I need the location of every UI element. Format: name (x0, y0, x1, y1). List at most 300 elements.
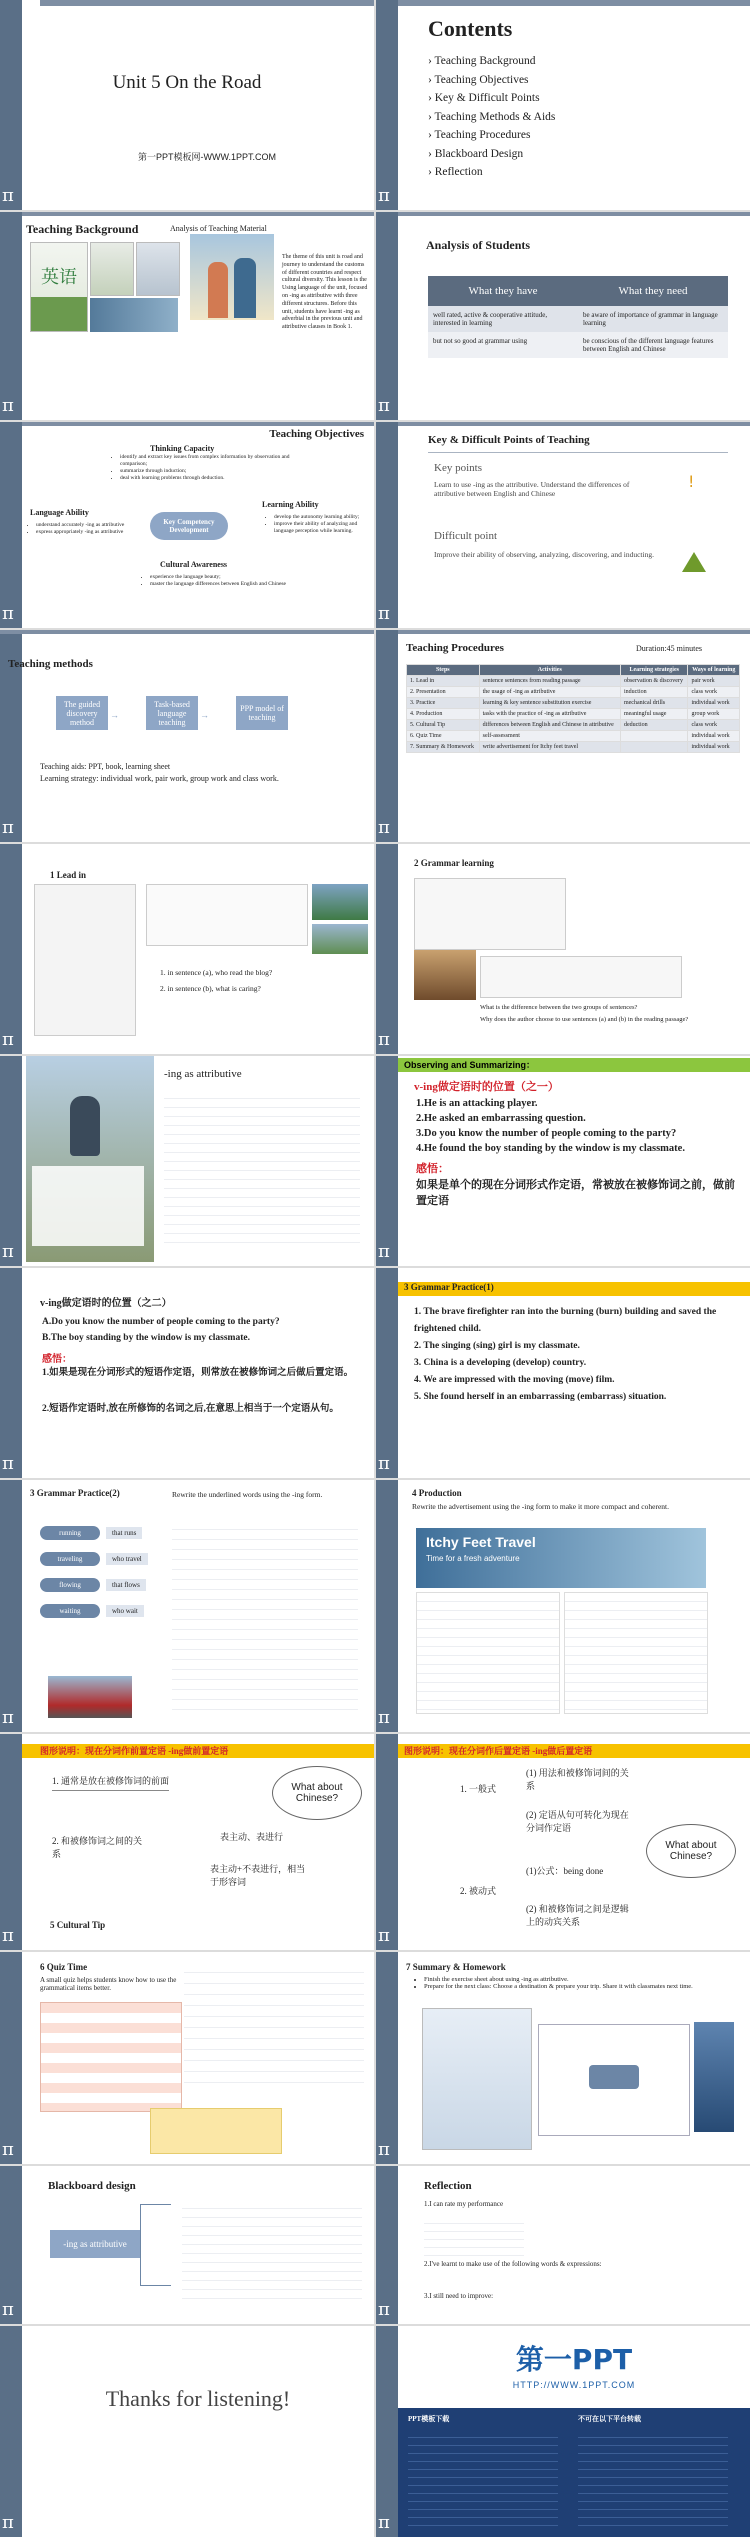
ad-link-list[interactable] (408, 2430, 558, 2530)
example-sentence: 1.He is an attacking player. (416, 1098, 538, 1109)
learning-ability-label: Learning Ability (262, 500, 319, 509)
slide-heading: Teaching Background (26, 222, 139, 236)
slide-teaching-procedures[interactable] (376, 630, 750, 842)
tag-pair (40, 1526, 160, 1540)
pi-icon: π (2, 1453, 14, 1474)
slide-ing-attributive[interactable] (0, 1056, 374, 1266)
list-item: • Finish the exercise sheet about using -ing as attributive. (424, 1976, 734, 1983)
answer-tag: flowing (40, 1578, 100, 1592)
pi-icon: π (378, 817, 390, 838)
contents-item[interactable]: › Reflection (428, 166, 483, 178)
advert-text-right (564, 1592, 708, 1714)
table-cell: 1. Lead in (407, 676, 480, 687)
banner-title: Itchy Feet Travel (426, 1534, 536, 1550)
slide-heading: 2 Grammar learning (414, 858, 494, 868)
slide-heading: 3 Grammar Practice(2) (30, 1488, 120, 1498)
slide-heading: 4 Production (412, 1488, 462, 1498)
slide-quiz-time[interactable] (0, 1952, 374, 2164)
pi-sidebar (0, 1480, 22, 1732)
original-tag: that runs (106, 1527, 142, 1539)
pi-sidebar (0, 422, 22, 628)
slide-title[interactable] (0, 0, 374, 210)
pi-sidebar (0, 0, 22, 210)
ad-column-title: 不可在以下平台转载 (578, 2415, 641, 2423)
table-cell: mechanical drills (620, 698, 688, 709)
landscape-photo (312, 924, 368, 954)
pi-icon: π (2, 1707, 14, 1728)
list-item: • experience the language beauty; (150, 574, 300, 581)
arrow-icon: → (200, 710, 209, 720)
method-box: The guided discovery method (56, 696, 108, 730)
list-item: • understand accurately -ing as attributive (36, 522, 126, 529)
slide-observing-summarizing[interactable] (376, 1056, 750, 1266)
slide-blackboard-design[interactable] (0, 2166, 374, 2324)
table-row (428, 306, 728, 332)
pi-sidebar (0, 1056, 22, 1266)
exclamation-icon: ! (688, 472, 695, 491)
arrow-icon: → (110, 710, 119, 720)
method-box: Task-based language teaching (146, 696, 198, 730)
answer-tag: waiting (40, 1604, 100, 1618)
ppt-logo: 第一PPT (515, 2343, 633, 2376)
textbook-page-image (90, 242, 134, 296)
pi-icon: π (378, 2299, 390, 2320)
list-item: • identify and extract key issues from complex information by observation and comparison; (120, 454, 300, 468)
pi-icon: π (378, 395, 390, 416)
contents-item[interactable]: › Teaching Procedures (428, 129, 531, 141)
pi-icon: π (2, 603, 14, 624)
original-tag: who travel (106, 1553, 148, 1565)
table-cell: but not so good at grammar using (433, 337, 528, 345)
table-cell: write advertisement for Itchy feet travel (479, 742, 620, 753)
slide-grammar-practice-1[interactable] (376, 1268, 750, 1478)
insight-text: 如果是单个的现在分词形式作定语，常被放在被修饰词之前，做前置定语 (416, 1179, 735, 1207)
table-cell: sentence sentences from reading passage (479, 676, 620, 687)
table-cell: induction (620, 687, 688, 698)
table-cell: pair work (688, 676, 740, 687)
cultural-list (140, 574, 300, 588)
question-text: What is the difference between the two groups of sentences? (480, 1004, 638, 1011)
table-cell: group work (688, 709, 740, 720)
contents-list (428, 52, 555, 182)
rating-checklist (424, 2216, 524, 2256)
usage-note: 1. 一般式 (460, 1784, 497, 1794)
cultural-awareness-label: Cultural Awareness (160, 560, 228, 569)
pi-icon: π (2, 2512, 14, 2533)
pi-sidebar (0, 1734, 22, 1950)
key-points-text: Learn to use -ing as the attributive. Understand the differences of attributive between English and Chinese (434, 480, 630, 498)
slide-cultural-tip[interactable] (0, 1734, 374, 1950)
contents-item[interactable]: › Teaching Background (428, 55, 536, 67)
pi-sidebar (376, 1480, 398, 1732)
slide-heading: -ing as attributive (164, 1068, 242, 1080)
table-cell: 6. Quiz Time (407, 731, 480, 742)
reflection-item: 2.I've learnt to make use of the following words & expressions: (424, 2260, 602, 2268)
slide-heading: Teaching methods (8, 658, 93, 670)
slide-key-points[interactable] (376, 422, 750, 628)
pi-sidebar (0, 2326, 22, 2537)
table-header-row (428, 276, 728, 306)
table-row (407, 676, 740, 687)
hiker-photo (26, 1056, 154, 1262)
practice-sentence: 2. The singing (sing) girl is my classmate. (414, 1341, 580, 1351)
practice-sentence: 4. We are impressed with the moving (move) film. (414, 1375, 615, 1385)
ad-link-panel (398, 2408, 750, 2537)
key-points-label: Key points (434, 462, 482, 474)
pi-sidebar (0, 1952, 22, 2164)
table-cell: learning & key sentence substitution exercise (479, 698, 620, 709)
table-cell: class work (688, 687, 740, 698)
textbook-page-image (136, 242, 180, 296)
passage-excerpt-image (146, 884, 308, 946)
homework-list (412, 1976, 734, 1990)
slide-heading: 6 Quiz Time (40, 1962, 88, 1972)
students-photo (190, 234, 274, 320)
language-list (26, 522, 126, 536)
banner-subtitle: Time for a fresh adventure (426, 1554, 520, 1563)
table-cell: individual work (688, 731, 740, 742)
pi-sidebar (376, 1734, 398, 1950)
book-title: 英语 (41, 267, 77, 288)
pi-icon: π (378, 2139, 390, 2160)
table-header: Steps (407, 665, 480, 676)
example-sentence: B.The boy standing by the window is my classmate. (42, 1333, 250, 1343)
table-cell: be conscious of the different language features between English and Chinese (583, 337, 714, 353)
world-map-image (422, 2008, 532, 2150)
slide-ppt-ad[interactable] (376, 2326, 750, 2537)
pi-icon: π (378, 1707, 390, 1728)
original-tag: who wait (106, 1605, 144, 1617)
passage-overlay (32, 1166, 144, 1246)
practice-sentence: 1. The brave firefighter ran into the burning (burn) building and saved the frightened child. (414, 1307, 717, 1334)
table-header: Learning strategies (620, 665, 688, 676)
key-competency-node: Key Competency Development (150, 512, 228, 540)
table-header: What they need (618, 285, 688, 297)
pi-icon: π (378, 185, 390, 206)
table-row (407, 687, 740, 698)
pi-icon: π (2, 395, 14, 416)
pi-sidebar (376, 1268, 398, 1478)
ad-column-title: PPT模板下载 (408, 2415, 450, 2423)
pi-sidebar (376, 422, 398, 628)
pi-icon: π (378, 2512, 390, 2533)
procedures-table (406, 664, 740, 753)
slide-summary-homework[interactable] (376, 1952, 750, 2164)
table-header: What they have (468, 285, 538, 297)
example-sentences (42, 1314, 280, 1346)
itchy-feet-banner (416, 1528, 706, 1588)
advert-text-left (416, 1592, 560, 1714)
thinking-list (110, 454, 300, 483)
table-row (407, 720, 740, 731)
usage-note: 表主动+不表进行，相当于形容词 (210, 1864, 306, 1887)
slide-teaching-methods[interactable] (0, 630, 374, 842)
table-cell: deduction (620, 720, 688, 731)
ppt-url[interactable]: HTTP://WWW.1PPT.COM (512, 2380, 636, 2390)
top-band (22, 422, 374, 426)
practice-sentence: 3. China is a developing (develop) country. (414, 1358, 587, 1368)
contents-title: Contents (428, 16, 513, 41)
reflection-item: 1.I can rate my performance (424, 2200, 504, 2208)
divider (428, 452, 728, 453)
reading-passage-image (34, 884, 136, 1036)
pi-sidebar (376, 2166, 398, 2324)
learning-list (264, 514, 374, 535)
slide-title-text: Unit 5 On the Road (112, 72, 262, 93)
pi-icon: π (378, 1453, 390, 1474)
contents-item[interactable]: › Teaching Methods & Aids (428, 110, 556, 123)
table-header: Activities (479, 665, 620, 676)
table-row (407, 698, 740, 709)
insight-text: 2.短语作定语时,放在所修饰的名词之后,在意思上相当于一个定语从句。 (42, 1404, 339, 1414)
table-cell (620, 742, 688, 753)
slide-production[interactable] (376, 1480, 750, 1732)
slide-heading: Reflection (424, 2180, 472, 2192)
top-band (398, 0, 750, 6)
pi-sidebar (0, 2166, 22, 2324)
insight-label: 感悟： (42, 1354, 72, 1365)
quiz-note-box (150, 2108, 282, 2154)
list-item: • Prepare for the next class: Choose a destination & prepare your trip. Share it with classmates next time. (424, 1983, 734, 1990)
teaching-aids-text: Teaching aids: PPT, book, learning sheet (40, 762, 171, 771)
blackboard-center-box: -ing as attributive (50, 2230, 140, 2258)
pi-sidebar (0, 212, 22, 420)
hiker-figure (70, 1096, 100, 1156)
usage-note: (2) 和被修饰词之间是逻辑上的动宾关系 (526, 1904, 629, 1927)
table-cell: be aware of importance of grammar in language learning (583, 311, 718, 327)
list-item: • develop the autonomy learning ability; (274, 514, 374, 521)
answer-tag: traveling (40, 1552, 100, 1566)
table-row (428, 332, 728, 358)
pi-icon: π (2, 817, 14, 838)
slide-lead-in[interactable] (0, 844, 374, 1054)
table-cell: differences between English and Chinese in attributive (479, 720, 620, 731)
book-photo (31, 297, 87, 331)
list-item: • master the language differences between English and Chinese (150, 581, 300, 588)
top-band (22, 212, 374, 216)
table-cell: tasks with the practice of -ing as attributive (479, 709, 620, 720)
table-cell: individual work (688, 698, 740, 709)
sentence-group-b (480, 956, 682, 998)
slide-grammar-practice-2[interactable] (0, 1480, 374, 1732)
subheading: v-ing做定语时的位置（之一） (414, 1081, 559, 1093)
students-table (428, 276, 728, 358)
section-footer: 5 Cultural Tip (50, 1920, 106, 1930)
slide-heading: 7 Summary & Homework (406, 1962, 506, 1972)
pi-sidebar (376, 1056, 398, 1266)
tag-pair (40, 1604, 160, 1618)
notes-text-block (164, 1090, 360, 1250)
method-box: PPP model of teaching (236, 696, 288, 730)
slide-subtitle: 第一PPT模板网-WWW.1PPT.COM (138, 152, 276, 162)
background-text: The theme of this unit is road and journey to understand the customs of different countries and respect cultural diversity. This lesson is the Using language of the unit, focused on -ing as attributive with three different structures. Before this unit, students have learnt -ing as adverbial in the previous unit and attributive clauses in Book 1. (282, 254, 368, 331)
slide-teaching-background[interactable] (0, 212, 374, 420)
example-sentence: 4.He found the boy standing by the window is my classmate. (416, 1143, 685, 1154)
slide-analysis-students[interactable] (376, 212, 750, 420)
pi-sidebar (376, 844, 398, 1054)
insight-label: 感悟： (416, 1163, 449, 1175)
contents-item[interactable]: › Teaching Objectives (428, 73, 529, 86)
thought-bubble: What about Chinese? (646, 1824, 736, 1878)
train-photo (48, 1676, 132, 1718)
usage-note: (1)公式：being done (526, 1866, 604, 1876)
usage-note: 1. 通常是放在被修饰词的前面 (52, 1774, 169, 1791)
table-row (407, 731, 740, 742)
slide-heading: Key & Difficult Points of Teaching (428, 434, 590, 446)
instruction-text: A small quiz helps students know how to use the grammatical items better. (40, 1976, 177, 1992)
usage-note: (1) 用法和被修饰词间的关系 (526, 1768, 629, 1791)
yellow-header: 图形说明：现在分词作后置定语 -ing做后置定语 (398, 1744, 750, 1758)
pi-sidebar (376, 0, 398, 210)
table-cell: 5. Cultural Tip (407, 720, 480, 731)
table-cell: class work (688, 720, 740, 731)
top-band (398, 630, 750, 634)
instruction-text: Rewrite the underlined words using the -ing form. (172, 1490, 323, 1499)
table-cell: self-assessment (479, 731, 620, 742)
sentence-group-a (414, 878, 566, 950)
quiz-sheet (40, 2002, 182, 2112)
table-cell: individual work (688, 742, 740, 753)
yellow-header: 图形说明：现在分词作前置定语 -ing做前置定语 (22, 1744, 374, 1758)
tag-pair (40, 1552, 160, 1566)
yellow-header: 3 Grammar Practice(1) (398, 1282, 750, 1296)
pi-sidebar (0, 1268, 22, 1478)
pi-sidebar (376, 630, 398, 842)
itchy-feet-image (90, 298, 178, 332)
slide-heading: Teaching Procedures (406, 642, 504, 654)
pi-sidebar (376, 1952, 398, 2164)
table-cell (620, 731, 688, 742)
tag-pair (40, 1578, 160, 1592)
pi-icon: π (2, 1241, 14, 1262)
canyon-photo (414, 950, 476, 1000)
table-row (407, 742, 740, 753)
usage-note: 2. 和被修饰词之间的关系 (52, 1836, 143, 1859)
contents-item[interactable]: › Key & Difficult Points (428, 92, 540, 104)
landscape-photo (312, 884, 368, 920)
difficult-point-text: Improve their ability of observing, analyzing, discovering, and inducting. (434, 550, 654, 559)
slide-heading: 1 Lead in (50, 870, 87, 880)
slide-heading: Teaching Objectives (269, 428, 364, 440)
thought-bubble: What about Chinese? (272, 1766, 362, 1820)
top-band (398, 422, 750, 426)
thinking-capacity-label: Thinking Capacity (150, 444, 215, 453)
slide-post-attributive[interactable] (376, 1734, 750, 1950)
duration-text: Duration:45 minutes (636, 644, 702, 653)
tag-column (40, 1526, 160, 1618)
mind-map-center (589, 2065, 639, 2089)
instruction-text: Rewrite the advertisement using the -ing form to make it more compact and coherent. (412, 1502, 669, 1511)
pi-icon: π (378, 603, 390, 624)
pi-sidebar (376, 212, 398, 420)
ad-link-list[interactable] (578, 2430, 728, 2530)
table-cell: meaningful usage (620, 709, 688, 720)
table-header: Ways of learning (688, 665, 740, 676)
slide-reflection[interactable] (376, 2166, 750, 2324)
pi-icon: π (2, 185, 14, 206)
table-row (407, 709, 740, 720)
practice-sentence: 5. She found herself in an embarrassing (embarrass) situation. (414, 1392, 667, 1402)
table-cell: observation & discovery (620, 676, 688, 687)
top-band (40, 0, 374, 6)
answer-tag: running (40, 1526, 100, 1540)
top-band (0, 630, 374, 634)
slide-grammar-learning[interactable] (376, 844, 750, 1054)
table-cell: 3. Practice (407, 698, 480, 709)
example-sentence: 3.Do you know the number of people coming to the party? (416, 1128, 677, 1139)
slide-teaching-objectives[interactable] (0, 422, 374, 628)
slide-heading: Blackboard design (48, 2180, 136, 2192)
list-item: • summarize through induction; (120, 468, 300, 475)
table-cell: 4. Production (407, 709, 480, 720)
reflection-item: 3.I still need to improve: (424, 2292, 494, 2300)
list-item: • express appropriately -ing as attributive (36, 529, 126, 536)
insight-text: 1.如果是现在分词形式的短语作定语，则常放在被修饰词之后做后置定语。 (42, 1368, 354, 1378)
pi-icon: π (2, 2139, 14, 2160)
difficult-point-label: Difficult point (434, 530, 498, 542)
pi-sidebar (0, 844, 22, 1054)
pi-icon: π (2, 1029, 14, 1050)
quiz-questions (184, 1962, 364, 2092)
table-header-row (407, 665, 740, 676)
list-item: • improve their ability of analyzing and language perception while learning. (274, 521, 374, 535)
table-cell: 7. Summary & Homework (407, 742, 480, 753)
slide-heading: Analysis of Students (426, 238, 531, 252)
section-header: v-ing做定语时的位置（之二） (22, 1294, 374, 1308)
original-tag: that flows (106, 1579, 146, 1591)
pi-icon: π (2, 2299, 14, 2320)
slide-thanks[interactable] (0, 2326, 374, 2537)
student-figure (234, 258, 256, 318)
question-text: Why does the author choose to use sentences (a) and (b) in the reading passage? (480, 1016, 689, 1023)
mind-map (538, 2024, 690, 2136)
pi-icon: π (2, 1925, 14, 1946)
usage-note: 表主动、表进行 (220, 1832, 284, 1842)
slide-subheading: Analysis of Teaching Material (170, 224, 267, 233)
contents-item[interactable]: › Blackboard Design (428, 147, 524, 160)
example-sentence: 2.He asked an embarrassing question. (416, 1113, 586, 1124)
pi-icon: π (378, 1241, 390, 1262)
thanks-text: Thanks for listening! (105, 2386, 291, 2411)
warning-icon (682, 552, 706, 572)
language-ability-label: Language Ability (30, 508, 89, 517)
usage-note: 2. 被动式 (460, 1886, 497, 1896)
learning-strategy-text: Learning strategy: individual work, pair work, group work and class work. (40, 774, 279, 783)
slide-contents[interactable] (376, 0, 750, 210)
ad-top (398, 2326, 750, 2408)
table-cell: 2. Presentation (407, 687, 480, 698)
question-text: 1. in sentence (a), who read the blog? (160, 968, 273, 977)
example-sentences (416, 1096, 685, 1156)
bracket-connector (140, 2204, 171, 2286)
usage-note: (2) 定语从句可转化为现在分词作定语 (526, 1810, 629, 1833)
practice-sentences (414, 1304, 734, 1406)
slide-ing-position-2[interactable] (0, 1268, 374, 1478)
travel-photos (694, 2022, 734, 2132)
passage-text-block (172, 1520, 358, 1716)
table-cell: the usage of -ing as attributive (479, 687, 620, 698)
blackboard-notes (182, 2200, 362, 2300)
student-figure (208, 262, 228, 318)
top-band (398, 212, 750, 216)
pi-sidebar (376, 2326, 398, 2537)
question-text: 2. in sentence (b), what is caring? (160, 984, 261, 993)
green-header: Observing and Summarizing： (398, 1058, 750, 1072)
list-item: • deal with learning problems through deduction. (120, 475, 300, 482)
pi-icon: π (378, 1029, 390, 1050)
pi-icon: π (378, 1925, 390, 1946)
table-cell: well rated, active & cooperative attitude, interested in learning (433, 311, 548, 327)
